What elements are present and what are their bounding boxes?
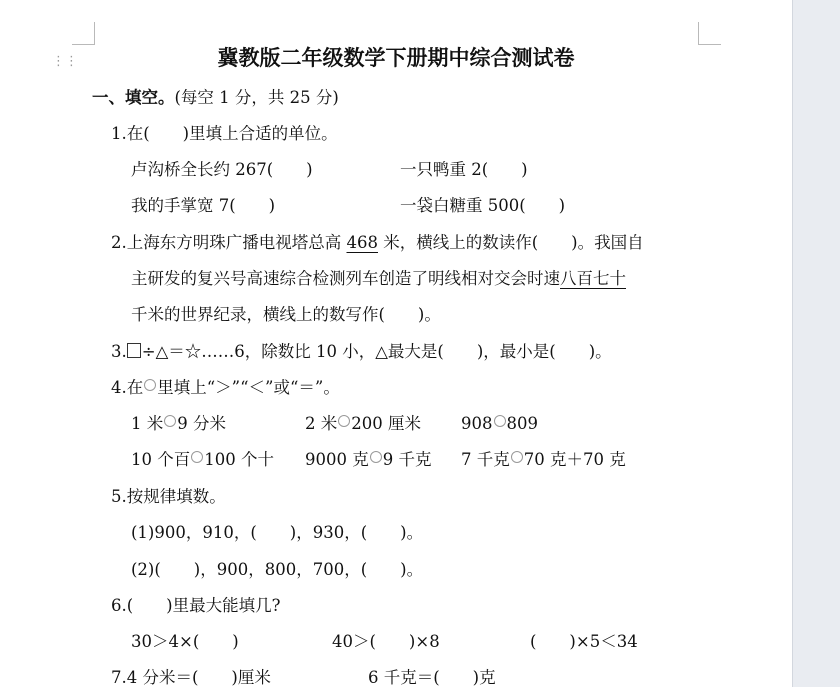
q1-item-d: 一袋白糖重 500( ): [400, 196, 566, 215]
q4-right: 9 千克: [382, 450, 432, 469]
q4-right: 100 个十: [204, 450, 274, 469]
q5-item-2: (2)( )，900，800，700，( )。: [131, 560, 424, 579]
circle-icon: [144, 379, 156, 391]
q4-left: 7 千克: [461, 450, 510, 469]
compare-circle-icon[interactable]: [338, 415, 350, 427]
q4-row1-item3: [461, 412, 538, 436]
q4-left: 1 米: [131, 414, 164, 433]
q2-underlined-number: 468: [346, 233, 378, 252]
q4-row2-item2: [305, 448, 432, 472]
section-label: 一、填空。: [92, 88, 175, 107]
q6-item-c: ( )×5＜34: [530, 632, 638, 651]
q2-line-2: [131, 267, 626, 291]
q4-right: 70 克＋70 克: [523, 450, 626, 469]
q4-row2-item3: [461, 448, 626, 472]
q6-item-b: 40＞( )×8: [332, 632, 440, 651]
q2-line-3: 千米的世界纪录，横线上的数写作( )。: [131, 305, 441, 324]
drag-handle-icon[interactable]: ⋮⋮: [52, 54, 78, 69]
q2-text-b: 米，横线上的数读作( )。我国自: [378, 233, 644, 252]
q4-stem-b: 里填上“＞”“＜”或“＝”。: [157, 378, 340, 397]
q1-item-c: 我的手掌宽 7( ): [131, 196, 276, 215]
window-background: [792, 0, 840, 687]
q1-item-b: 一只鸭重 2( ): [400, 160, 528, 179]
q1-stem: 1.在( )里填上合适的单位。: [111, 124, 338, 143]
compare-circle-icon[interactable]: [191, 451, 203, 463]
q4-left: 10 个百: [131, 450, 191, 469]
q4-row1-item2: [305, 412, 421, 436]
q2-line-1: [111, 231, 644, 255]
q7-item-b: 6 千克＝( )克: [368, 668, 496, 687]
compare-circle-icon[interactable]: [494, 415, 506, 427]
compare-circle-icon[interactable]: [511, 451, 523, 463]
q6-stem: 6.( )里最大能填几?: [111, 596, 281, 615]
q5-stem: 5.按规律填数。: [111, 487, 226, 506]
q4-stem: [111, 376, 340, 400]
q4-left: 2 米: [305, 414, 338, 433]
square-box-icon: [127, 343, 141, 358]
page-title: 冀教版二年级数学下册期中综合测试卷: [217, 46, 575, 70]
q3-text: ÷△＝☆……6，除数比 10 小，△最大是( )，最小是( )。: [141, 342, 612, 361]
q4-row1-item1: [131, 412, 226, 436]
q5-item-1: (1)900，910，( )，930，( )。: [131, 523, 424, 542]
section-heading: [92, 86, 339, 110]
q2-text-a: 2.上海东方明珠广播电视塔总高: [111, 233, 347, 252]
q6-item-a: 30＞4×( ): [131, 632, 239, 651]
section-note: (每空 1 分，共 25 分): [174, 88, 339, 107]
q4-right: 809: [506, 414, 538, 433]
q2-underlined-words: 八百七十: [560, 269, 626, 288]
compare-circle-icon[interactable]: [370, 451, 382, 463]
q4-right: 9 分米: [177, 414, 226, 433]
q4-left: 908: [461, 414, 493, 433]
q7-item-a: 7.4 分米＝( )厘米: [111, 668, 271, 687]
q4-stem-a: 4.在: [111, 378, 144, 397]
q4-row2-item1: [131, 448, 274, 472]
q3-line: [111, 340, 612, 364]
q2-text-c: 主研发的复兴号高速综合检测列车创造了明线相对交会时速: [131, 269, 560, 288]
q1-item-a: 卢沟桥全长约 267( ): [131, 160, 313, 179]
compare-circle-icon[interactable]: [164, 415, 176, 427]
q4-left: 9000 克: [305, 450, 369, 469]
q3-number: 3.: [111, 342, 127, 361]
q4-right: 200 厘米: [351, 414, 421, 433]
